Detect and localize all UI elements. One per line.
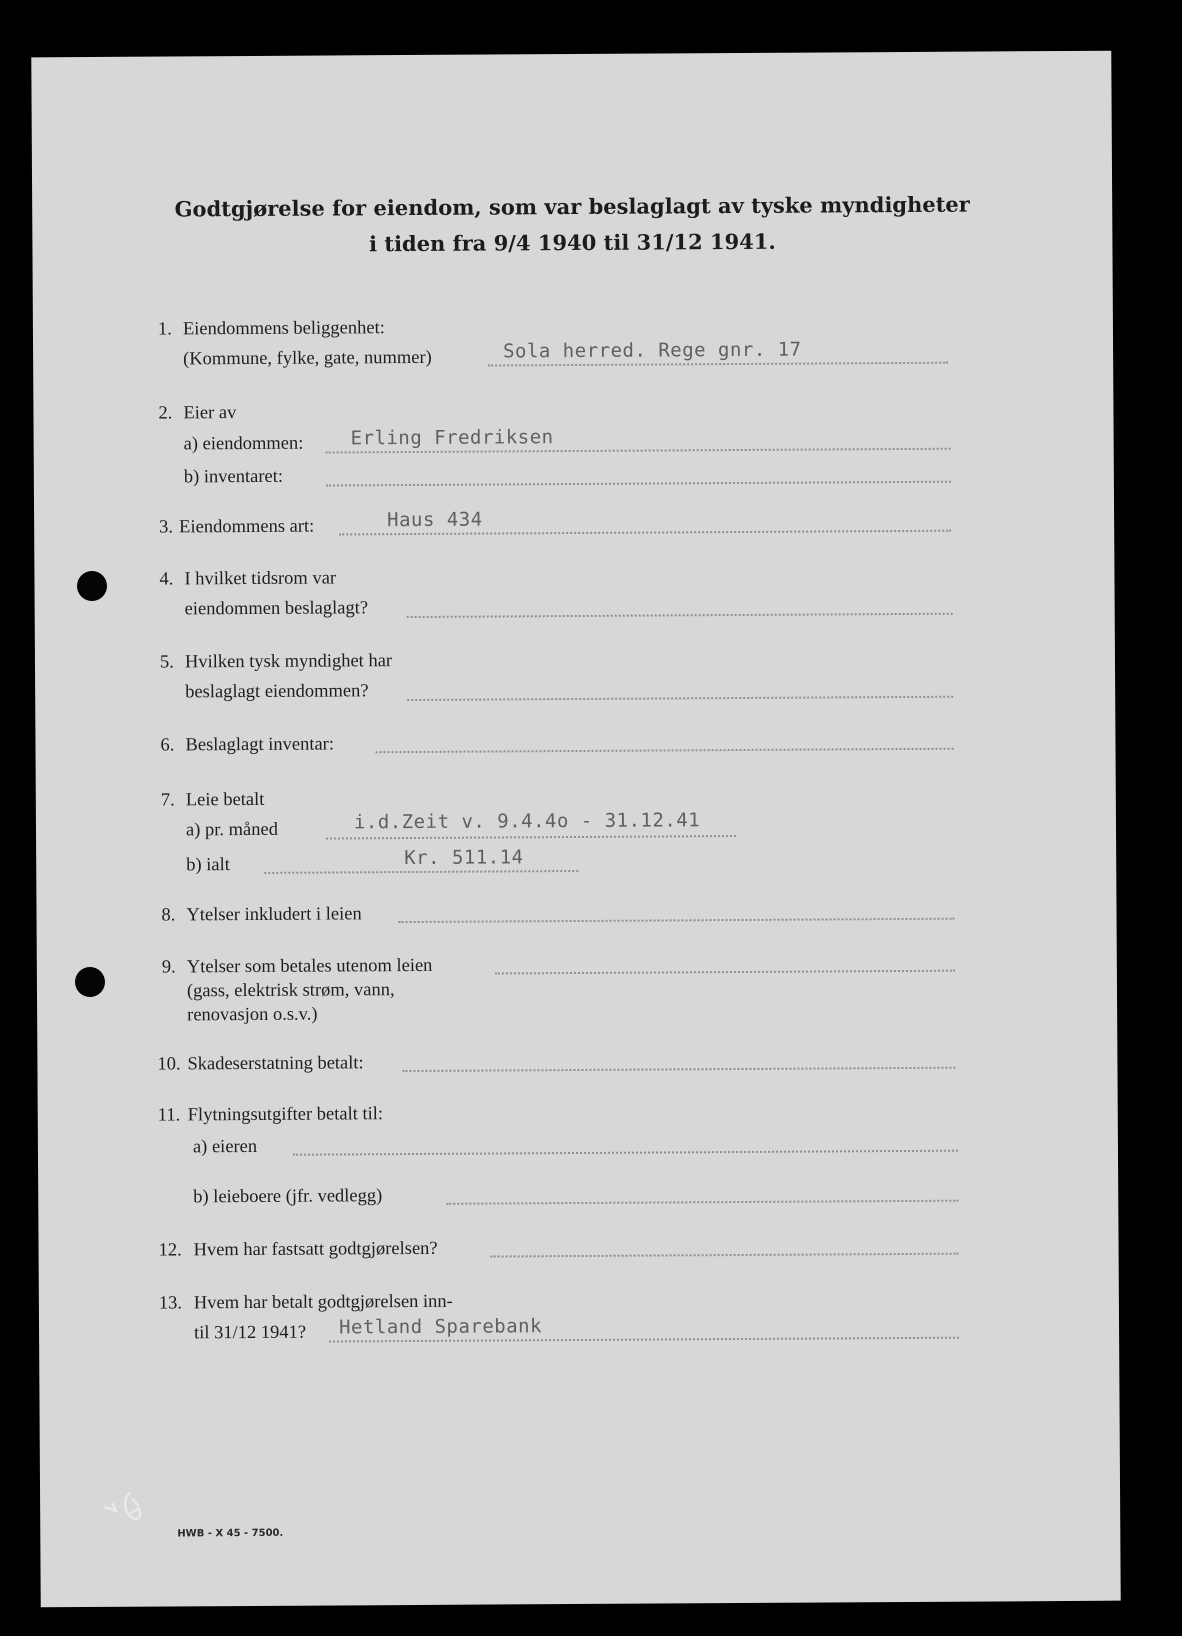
margin-scribble-mark (100, 1485, 160, 1525)
q1-number: 1. (157, 319, 172, 340)
q11-a-label: a) eieren (192, 1136, 258, 1158)
binder-hole-top (77, 571, 107, 601)
q11-b-dotted-line (446, 1200, 958, 1205)
q13-value[interactable]: Hetland Sparebank (338, 1315, 543, 1339)
q2-b-dotted-line (326, 481, 951, 487)
title-line-2: i tiden fra 9/4 1940 til 31/12 1941. (368, 228, 776, 257)
q9-sub-label-2: renovasjon o.s.v.) (187, 1004, 318, 1026)
q2-a-label: a) eiendommen: (183, 433, 304, 455)
q11-label: Flytningsutgifter betalt til: (187, 1104, 384, 1126)
binder-hole-bottom (75, 967, 105, 997)
q6-number: 6. (160, 735, 175, 756)
q10-label: Skadeserstatning betalt: (187, 1053, 364, 1075)
q9-dotted-line (495, 970, 955, 975)
q7-b-dotted-line (264, 870, 578, 874)
q13-number: 13. (158, 1293, 183, 1314)
q2-number: 2. (158, 403, 173, 424)
q11-a-dotted-line (293, 1150, 958, 1156)
q4-dotted-line (407, 613, 953, 618)
q11-number: 11. (157, 1105, 181, 1126)
q5-label: Hvilken tysk myndighet har (184, 651, 393, 673)
q9-sub-label-1: (gass, elektrisk strøm, vann, (186, 980, 395, 1002)
q2-label: Eier av (183, 403, 237, 424)
q10-number: 10. (157, 1054, 181, 1075)
q3-label: Eiendommens art: (179, 516, 315, 538)
print-code-footer: HWB - X 45 - 7500. (177, 1527, 284, 1540)
q2-b-label: b) inventaret: (183, 466, 284, 488)
q3-value[interactable]: Haus 434 (387, 508, 483, 532)
q7-b-value[interactable]: Kr. 511.14 (404, 846, 524, 870)
q11-b-label: b) leieboere (jfr. vedlegg) (193, 1186, 383, 1208)
q7-b-label: b) ialt (186, 855, 230, 876)
form-title (32, 186, 1112, 265)
q5-number: 5. (159, 652, 174, 673)
q12-label: Hvem har fastsatt godtgjørelsen? (193, 1238, 438, 1261)
q7-a-label: a) pr. måned (185, 819, 279, 841)
q5-sub-label: beslaglagt eiendommen? (185, 681, 369, 703)
q1-sub-label: (Kommune, fylke, gate, nummer) (183, 347, 432, 370)
q7-number: 7. (160, 790, 175, 811)
q9-label: Ytelser som betales utenom leien (186, 955, 433, 978)
form-page (31, 51, 1120, 1608)
q2-a-value[interactable]: Erling Fredriksen (350, 426, 554, 450)
q9-number: 9. (161, 957, 176, 978)
q8-label: Ytelser inkludert i leien (186, 904, 362, 926)
q5-dotted-line (407, 696, 953, 701)
q4-label: I hvilket tidsrom var (184, 568, 337, 590)
title-line-1: Godtgjørelse for eiendom, som var beslaglagt av tyske myndigheter (174, 191, 970, 222)
q13-label: Hvem har betalt godtgjørelsen inn- (193, 1291, 453, 1314)
q1-dotted-line (488, 362, 948, 367)
q12-number: 12. (158, 1240, 182, 1261)
q1-value[interactable]: Sola herred. Rege gnr. 17 (503, 338, 802, 363)
q6-label: Beslaglagt inventar: (185, 734, 335, 756)
q4-number: 4. (159, 569, 174, 590)
q12-dotted-line (491, 1253, 959, 1258)
q8-dotted-line (399, 918, 955, 923)
q13-sub-label: til 31/12 1941? (194, 1322, 307, 1344)
q4-sub-label: eiendommen beslaglagt? (184, 598, 369, 620)
q7-a-value[interactable]: i.d.Zeit v. 9.4.4o - 31.12.41 (353, 809, 701, 834)
q8-number: 8. (161, 905, 176, 926)
q1-label: Eiendommens beliggenhet: (182, 318, 385, 340)
q10-dotted-line (402, 1067, 955, 1072)
q7-label: Leie betalt (185, 789, 265, 811)
q6-dotted-line (376, 748, 954, 754)
q7-a-dotted-line (326, 835, 736, 840)
q3-number: 3. (159, 517, 174, 538)
